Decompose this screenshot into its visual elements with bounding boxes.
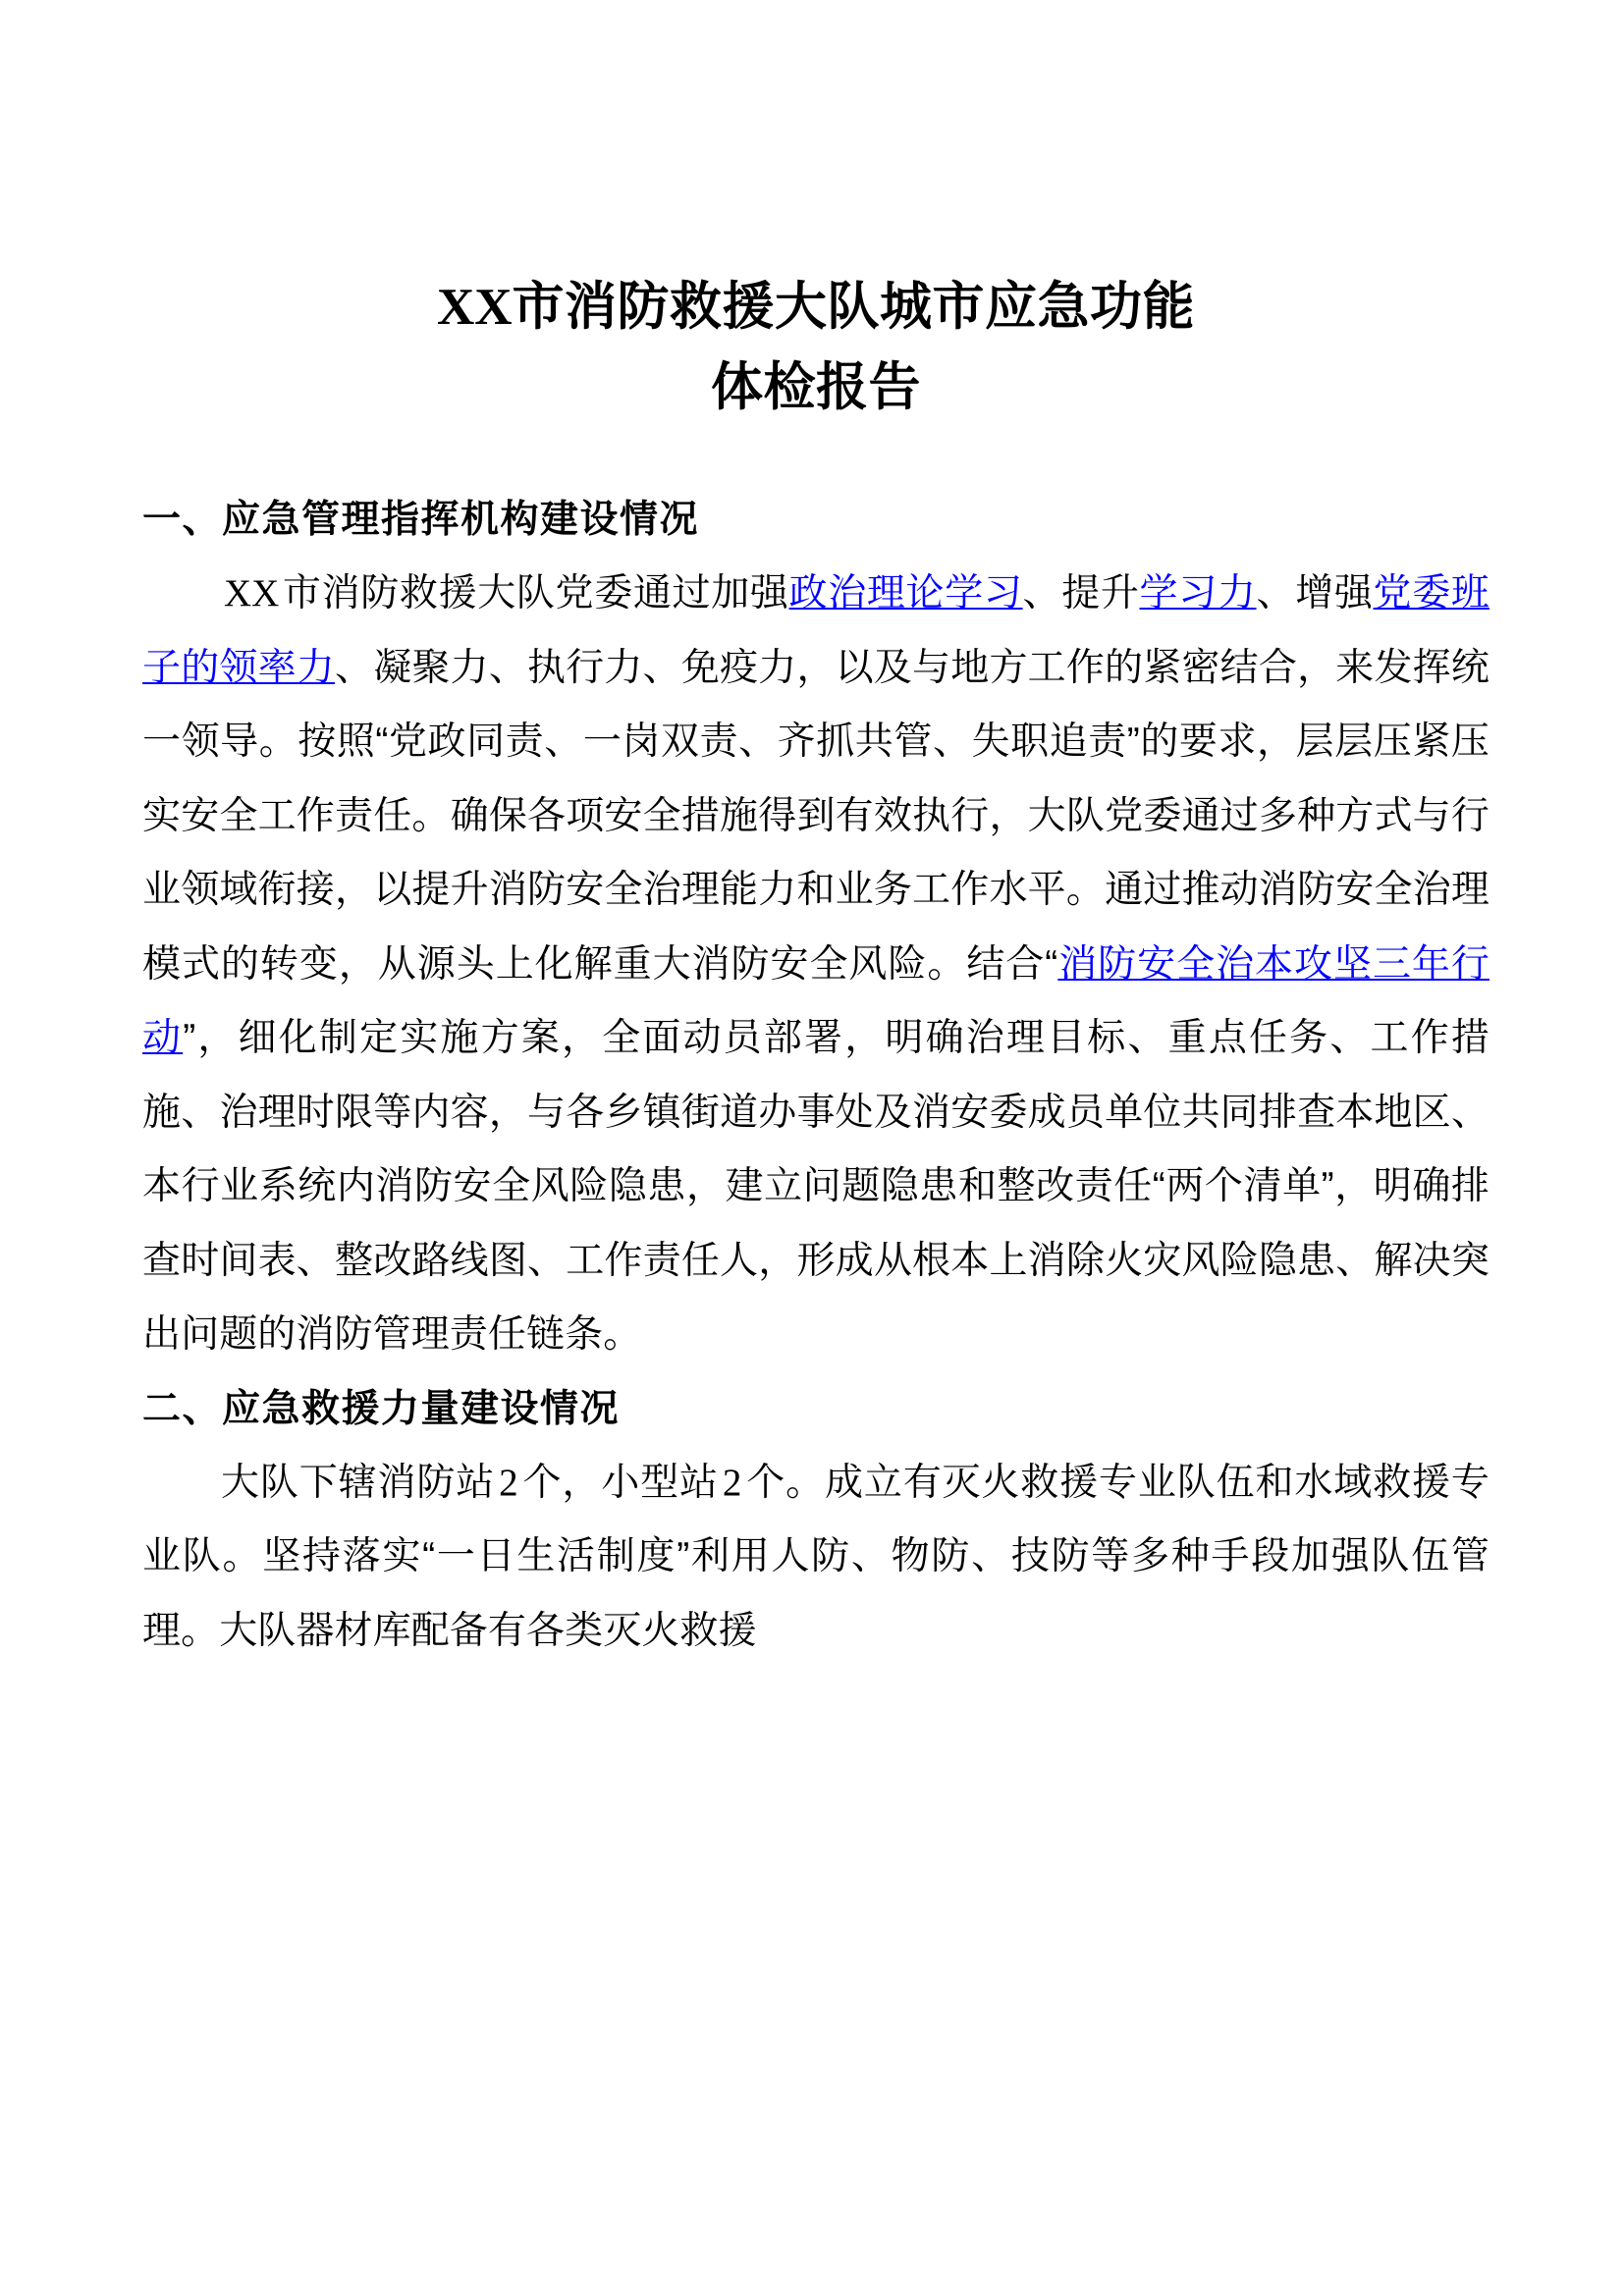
section-heading-1: 一、应急管理指挥机构建设情况 xyxy=(142,499,700,541)
para-2-seg-1: 大队下辖消防站 xyxy=(221,1461,496,1504)
para-1-seg-5: ”，细化制定实施方案，全面动员部署，明确治理目标、重点任务、工作措施、治理时限等内容，与各乡镇街道办事处及消安委成员单位共同排查本地区、本行业系统内消防安全风险隐患，建立问题隐患和整改责任“两个清单”，明确排查时间表、整改路线图、工作责任人，形成从根本上消除火灾风险隐患、解决突出问题的消防管理责任链条。 xyxy=(142,1017,1489,1356)
section-heading-2: 二、应急救援力量建设情况 xyxy=(142,1387,621,1430)
para-1-seg-3: 、增强 xyxy=(1256,572,1374,614)
page-title-latin: XX xyxy=(436,279,513,336)
para-1-seg-2: 、提升 xyxy=(1022,572,1140,614)
para-2-seg-3: 个。成立有灭火救援专业队伍和水域救援专业队。坚持落实“一日生活制度”利用人防、物防、技防等多种手段加强队伍管理。大队器材库配备有各类灭火救援 xyxy=(142,1461,1489,1652)
link-political-theory-study[interactable]: 政治理论学习 xyxy=(788,572,1023,614)
para-2-num-2: 2 xyxy=(722,1461,742,1504)
para-2-seg-2: 个，小型站 xyxy=(521,1461,719,1504)
section-2-paragraph xyxy=(142,1446,1489,1669)
para-1-seg-1: 市消防救援大队党委通过加强 xyxy=(282,572,789,614)
page-title-line1: 市消防救援大队城市应急功能 xyxy=(512,278,1196,336)
page-body xyxy=(142,0,1489,1668)
link-learning-capability[interactable]: 学习力 xyxy=(1139,572,1257,614)
para-1-seg-4: 、凝聚力、执行力、免疫力，以及与地方工作的紧密结合，来发挥统一领导。按照“党政同责、一岗双责、齐抓共管、失职追责”的要求，层层压紧压实安全工作责任。确保各项安全措施得到有效执行，大队党委通过多种方式与行业领域衔接，以提升消防安全治理能力和业务工作水平。通过推动消防安全治理模式的转变，从源头上化解重大消防安全风险。结合“ xyxy=(142,646,1489,986)
section-1-paragraph xyxy=(142,557,1489,1372)
para-2-num-1: 2 xyxy=(499,1461,518,1504)
link-party-committee-leadership[interactable]: 党委班子的领率力 xyxy=(142,572,1489,689)
link-three-year-action[interactable]: 消防安全治本攻坚三年行动 xyxy=(142,942,1489,1059)
page-title-line2: 体检报告 xyxy=(711,358,921,416)
page-title xyxy=(142,0,1489,427)
para-1-lead-latin: XX xyxy=(224,572,280,614)
